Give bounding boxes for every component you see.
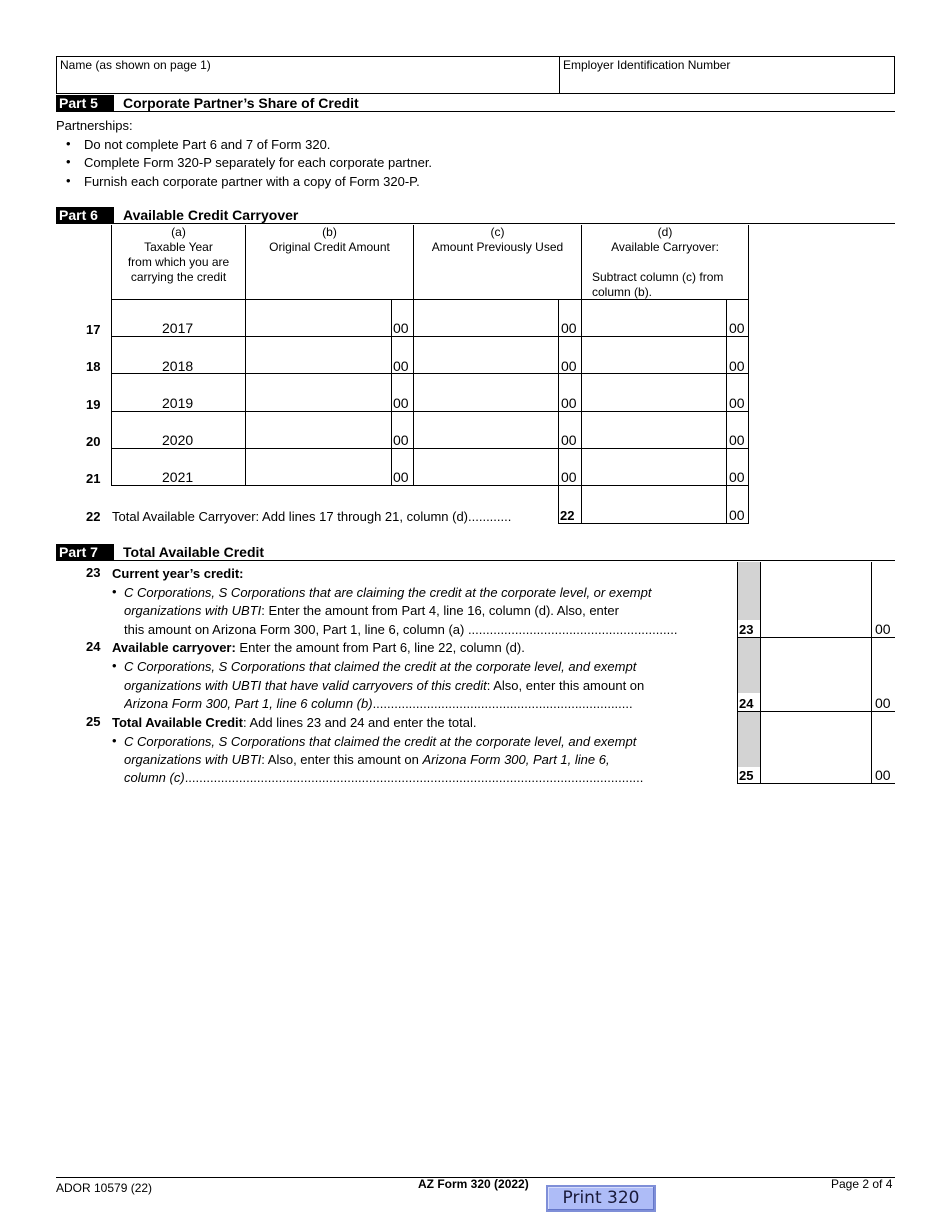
previously-used-input[interactable] (414, 374, 558, 411)
part5-bullet-2: Complete Form 320-P separately for each corporate partner. (84, 155, 433, 170)
line-24-text-4a: Arizona Form 300, Part 1, line 6 column (b) (124, 696, 373, 711)
cents: 00 (729, 395, 745, 411)
total-carryover-label: Total Available Carryover: Add lines 17 through 21, column (d)............ (112, 509, 512, 524)
cents: 00 (729, 469, 745, 485)
taxable-year: 2021 (162, 469, 194, 485)
cents: 00 (561, 358, 577, 374)
original-credit-input[interactable] (246, 300, 391, 336)
previously-used-input[interactable] (414, 449, 558, 485)
form-id: ADOR 10579 (22) (56, 1181, 153, 1195)
line-24-text-1: Enter the amount from Part 6, line 22, column (d). (235, 640, 525, 655)
part5-title: Corporate Partner’s Share of Credit (123, 95, 359, 111)
ein-field[interactable] (560, 57, 894, 93)
column-a-header: (a) Taxable Year from which you are carrying the credit (127, 225, 230, 284)
name-field[interactable] (57, 57, 560, 93)
line-23-heading: Current year’s credit: (112, 566, 244, 581)
line-25-text-3b: : Also, enter this amount on (261, 752, 423, 767)
name-field-label: Name (as shown on page 1) (60, 58, 211, 72)
box-number: 23 (739, 622, 754, 637)
available-carryover-input[interactable] (582, 337, 726, 373)
total-carryover-input[interactable] (582, 486, 726, 523)
bullet-dot: • (112, 733, 117, 748)
part5-tag: Part 5 (56, 95, 114, 112)
original-credit-input[interactable] (246, 337, 391, 373)
box-number: 24 (739, 696, 754, 711)
line-number: 18 (86, 359, 101, 374)
line-number: 23 (86, 565, 101, 580)
line-24-text-2: C Corporations, S Corporations that claimed the credit at the corporate level, and exempt (124, 659, 637, 674)
line-number: 17 (86, 322, 101, 337)
bullet-dot: • (66, 173, 71, 188)
cents: 00 (393, 358, 409, 374)
bullet-dot: • (66, 136, 71, 151)
column-b-header: (b) Original Credit Amount (269, 225, 390, 254)
current-year-credit-input[interactable] (761, 563, 871, 637)
cents: 00 (875, 621, 891, 637)
line-23-text-1: C Corporations, S Corporations that are claiming the credit at the corporate level, or exempt (124, 585, 652, 600)
cents: 00 (729, 432, 745, 448)
part5-bullet-1: Do not complete Part 6 and 7 of Form 320. (84, 137, 331, 152)
line-24-text-4b: ........................................................................ (372, 696, 633, 711)
available-carryover-input[interactable] (582, 300, 726, 336)
line-25-text-2: C Corporations, S Corporations that claimed the credit at the corporate level, and exempt (124, 734, 637, 749)
line-number: 24 (86, 639, 101, 654)
line-25-text-4a: column (c) (124, 770, 185, 785)
cents: 00 (875, 767, 891, 783)
line-24-text-3b: : Also, enter this amount on (486, 678, 645, 693)
part5-header (56, 95, 895, 112)
line-25-text-4b: ............................................................................................................................... (184, 770, 644, 785)
cents: 00 (393, 320, 409, 336)
bullet-dot: • (112, 584, 117, 599)
line-number: 22 (86, 509, 101, 524)
cents: 00 (875, 695, 891, 711)
part7-tag: Part 7 (56, 544, 114, 561)
line-23-text-2a: organizations with UBTI (124, 603, 262, 618)
line-number: 25 (86, 714, 101, 729)
line-23-text-2b: : Enter the amount from Part 4, line 16, column (d). Also, enter (261, 603, 619, 618)
column-d-header: (d) Available Carryover: Subtract column (c) from column (b). (592, 225, 724, 299)
cents: 00 (561, 395, 577, 411)
available-carryover-total-input[interactable] (761, 638, 871, 711)
cents: 00 (393, 469, 409, 485)
part6-title: Available Credit Carryover (123, 207, 299, 223)
page-number: Page 2 of 4 (831, 1177, 893, 1191)
taxpayer-info-box (56, 56, 895, 94)
previously-used-input[interactable] (414, 412, 558, 448)
box-number: 22 (560, 508, 575, 523)
part6-header (56, 207, 895, 224)
cents: 00 (561, 469, 577, 485)
line-23-text-3: this amount on Arizona Form 300, Part 1, line 6, column (a) .......................................................... (124, 622, 678, 637)
box-number: 25 (739, 768, 754, 783)
cents: 00 (393, 432, 409, 448)
original-credit-input[interactable] (246, 374, 391, 411)
taxable-year: 2017 (162, 320, 194, 336)
original-credit-input[interactable] (246, 449, 391, 485)
bullet-dot: • (112, 658, 117, 673)
form-title: AZ Form 320 (2022) (418, 1177, 529, 1191)
ein-field-label: Employer Identification Number (563, 58, 731, 72)
line-24-heading: Available carryover: (112, 640, 236, 655)
part7-header (56, 544, 895, 561)
cents: 00 (561, 432, 577, 448)
available-carryover-input[interactable] (582, 374, 726, 411)
previously-used-input[interactable] (414, 337, 558, 373)
available-carryover-input[interactable] (582, 412, 726, 448)
taxable-year: 2019 (162, 395, 194, 411)
cents: 00 (729, 507, 745, 523)
cents: 00 (729, 320, 745, 336)
line-number: 19 (86, 397, 101, 412)
line-24-text-3a: organizations with UBTI that have valid carryovers of this credit (124, 678, 487, 693)
part5-bullet-3: Furnish each corporate partner with a copy of Form 320-P. (84, 174, 420, 189)
part5-intro: Partnerships: (56, 118, 133, 133)
available-carryover-input[interactable] (582, 449, 726, 485)
previously-used-input[interactable] (414, 300, 558, 336)
line-25-text-3a: organizations with UBTI (124, 752, 262, 767)
column-c-header: (c) Amount Previously Used (431, 225, 564, 254)
cents: 00 (729, 358, 745, 374)
bullet-dot: • (66, 154, 71, 169)
total-available-credit-input[interactable] (761, 712, 871, 783)
original-credit-input[interactable] (246, 412, 391, 448)
line-25-text-1: : Add lines 23 and 24 and enter the total. (243, 715, 477, 730)
cents: 00 (393, 395, 409, 411)
part6-tag: Part 6 (56, 207, 114, 224)
taxable-year: 2020 (162, 432, 194, 448)
cents: 00 (561, 320, 577, 336)
line-25-heading: Total Available Credit (112, 715, 243, 730)
part7-title: Total Available Credit (123, 544, 265, 560)
print-button[interactable]: Print 320 (546, 1185, 656, 1212)
line-number: 20 (86, 434, 101, 449)
taxable-year: 2018 (162, 358, 194, 374)
line-number: 21 (86, 471, 101, 486)
line-25-text-3c: Arizona Form 300, Part 1, line 6, (422, 752, 610, 767)
